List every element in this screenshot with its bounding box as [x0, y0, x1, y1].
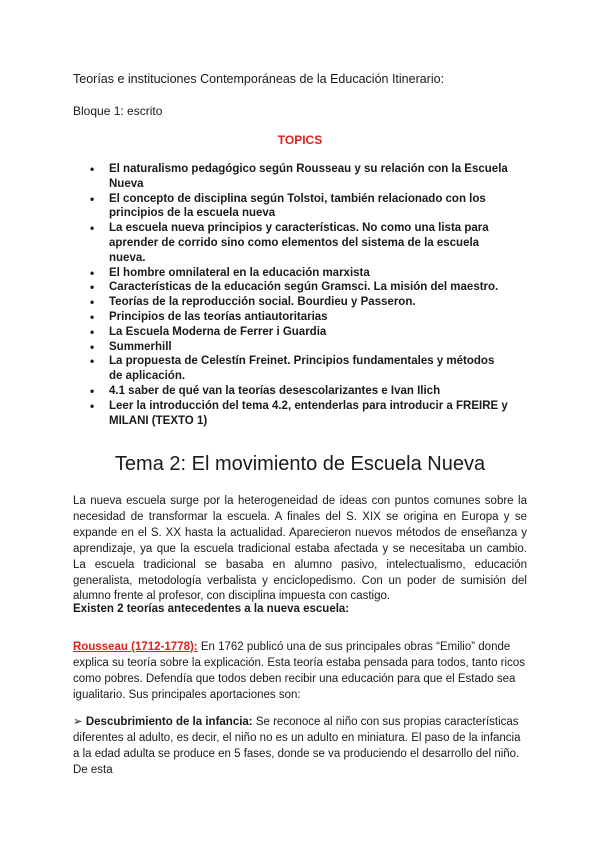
- topic-item: • Principios de las teorías antiautoritarias: [90, 310, 510, 325]
- topic-item: • Leer la introducción del tema 4.2, entenderlas para introducir a FREIRE y MILANI (TEXTO 1): [90, 399, 510, 429]
- section-title: Tema 2: El movimiento de Escuela Nueva: [114, 453, 486, 475]
- document-header: Teorías e instituciones Contemporáneas de la Educación Itinerario:: [73, 72, 445, 86]
- topic-item: • La propuesta de Celestín Freinet. Principios fundamentales y métodos de aplicación.: [90, 354, 510, 384]
- rousseau-name: Rousseau (1712-1778):: [73, 641, 198, 653]
- topic-item: • La Escuela Moderna de Ferrer i Guardia: [90, 325, 510, 340]
- bloque-label: Bloque 1: escrito: [73, 104, 163, 118]
- arrow-bullet-icon: ➢: [73, 716, 86, 728]
- topic-item: • La escuela nueva principios y características. No como una lista para aprender de corrido sino como elementos del sistema de la escuela nueva.: [90, 221, 510, 265]
- topics-heading: TOPICS: [277, 133, 323, 147]
- antecedents-subheading: Existen 2 teorías antecedentes a la nueva escuela:: [73, 603, 350, 615]
- rousseau-paragraph: [73, 640, 527, 704]
- topic-item: • Teorías de la reproducción social. Bourdieu y Passeron.: [90, 295, 510, 310]
- topic-item: • El hombre omnilateral en la educación marxista: [90, 266, 510, 281]
- topic-item: • Características de la educación según Gramsci. La misión del maestro.: [90, 280, 510, 295]
- topic-item: • El naturalismo pedagógico según Rousseau y su relación con la Escuela Nueva: [90, 162, 510, 192]
- topic-item: • El concepto de disciplina según Tolstoi, también relacionado con los principios de la escuela nueva: [90, 192, 510, 222]
- infancia-paragraph: [73, 715, 527, 779]
- topics-list: [90, 162, 510, 428]
- topic-item: • 4.1 saber de qué van la teorías desescolarizantes e Ivan Ilich: [90, 384, 510, 399]
- infancia-text: Se reconoce al niño con sus propias características diferentes al adulto, es decir, el niño no es un adulto en miniatura. El paso de la infancia a la edad adulta se produce en 5 fases, donde se va produciendo el desarrollo del niño. De esta: [73, 716, 521, 776]
- infancia-label: Descubrimiento de la infancia:: [85, 716, 253, 728]
- topic-item: • Summerhill: [90, 340, 510, 355]
- rousseau-text: En 1762 publicó una de sus principales obras “Emilio” donde explica su teoría sobre la explicación. Esta teoría estaba pensada para todos, tanto ricos como pobres. Defendía que todos deben recibir una educación para que el Estado sea igualitario. Sus principales aportaciones son:: [73, 641, 525, 701]
- intro-paragraph: La nueva escuela surge por la heterogeneidad de ideas con puntos comunes sobre la necesidad de transformar la escuela. A finales del S. XIX se origina en Europa y se expande en el S. XX hasta la actualidad. Aparecieron nuevos métodos de enseñanza y aprendizaje, ya que la escuela tradicional estaba afectada y se necesitaba un cambio. La escuela tradicional se basaba en alumno pasivo, intelectualismo, educación generalista, metodología verbalista y enciclopedismo. Con un poder de sumisión del alumno frente al profesor, con disciplina impuesta con castigo.: [73, 495, 527, 603]
